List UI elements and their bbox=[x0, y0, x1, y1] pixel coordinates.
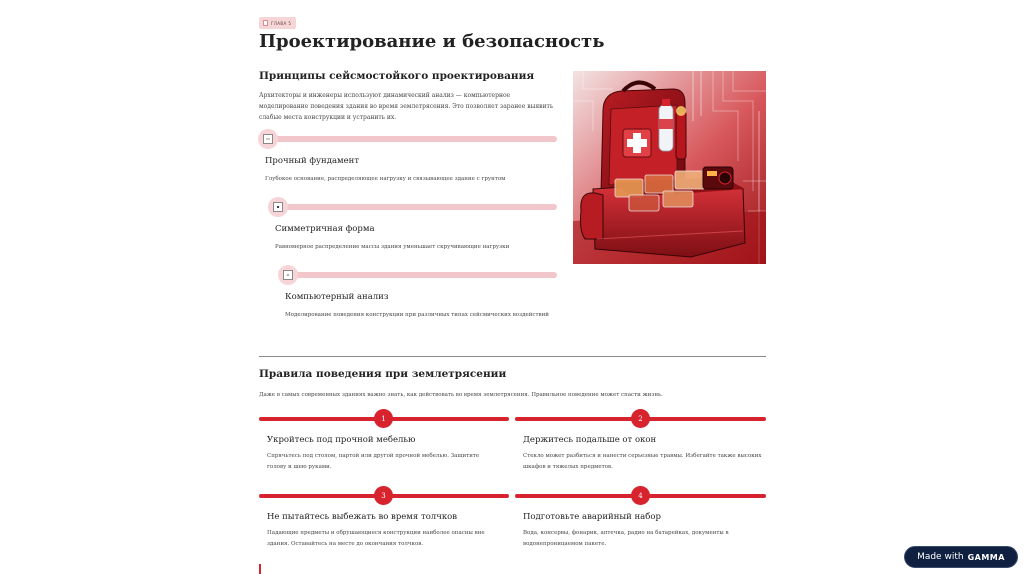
step-text-foundation: Глубокое основание, распределяющее нагрузку и связывающее здание с грунтом bbox=[265, 176, 506, 182]
step-bar-foundation bbox=[266, 136, 557, 142]
rule-number-3: 3 bbox=[374, 486, 393, 505]
rule-text-2: Стекло может разбиться и нанести серьезные травмы. Избегайте также высоких шкафов и тяжелых предметов. bbox=[523, 453, 762, 470]
step-bar-computer bbox=[286, 272, 557, 278]
made-with-gamma-badge[interactable] bbox=[904, 546, 1018, 568]
rule-title-3: Не пытайтесь выбежать во время толчков bbox=[267, 512, 458, 522]
computer-icon: ▫ bbox=[278, 265, 298, 285]
emergency-kit-image bbox=[573, 71, 766, 264]
rule-number-1: 1 bbox=[374, 409, 393, 428]
rules-title: Правила поведения при землетрясении bbox=[259, 368, 507, 380]
rule-text-1: Спрячьтесь под столом, партой или другой прочной мебелью. Защитите голову и шею руками. bbox=[267, 453, 480, 470]
principles-intro: Архитекторы и инженеры используют динамический анализ — компьютерное моделирование поведения здания во время землетрясения. Это позволяет заранее выявить слабые места конструкции и устранить их. bbox=[259, 92, 554, 121]
rule-title-4: Подготовьте аварийный набор bbox=[523, 512, 661, 522]
page-title: Проектирование и безопасность bbox=[259, 31, 605, 52]
chapter-badge-label: ГЛАВА 5 bbox=[271, 20, 292, 26]
principles-title: Принципы сейсмостойкого проектирования bbox=[259, 70, 535, 82]
step-title-computer: Компьютерный анализ bbox=[285, 292, 389, 302]
rule-number-4: 4 bbox=[631, 486, 650, 505]
foundation-icon: ▭ bbox=[258, 129, 278, 149]
rule-number-2: 2 bbox=[631, 409, 650, 428]
chapter-icon bbox=[263, 20, 268, 26]
rule-text-3: Падающие предметы и обрушающиеся конструкции наиболее опасны вне здания. Оставайтесь на месте до окончания толчков. bbox=[267, 530, 485, 547]
step-title-symmetry: Симметричная форма bbox=[275, 224, 375, 234]
gamma-logo: GAMMA bbox=[967, 552, 1005, 562]
chapter-badge bbox=[259, 17, 296, 29]
rule-text-4: Вода, консервы, фонарик, аптечка, радио на батарейках, документы в водонепроницаемом пакете. bbox=[523, 530, 729, 547]
section-divider bbox=[259, 356, 766, 357]
symmetry-icon: ▪ bbox=[268, 197, 288, 217]
made-with-label: Made with bbox=[917, 552, 964, 562]
next-section-marker bbox=[259, 564, 261, 574]
step-text-computer: Моделирование поведения конструкции при различных типах сейсмических воздействий bbox=[285, 312, 549, 318]
step-bar-symmetry bbox=[276, 204, 557, 210]
step-title-foundation: Прочный фундамент bbox=[265, 156, 360, 166]
step-text-symmetry: Равномерное распределение массы здания уменьшает скручивающие нагрузки bbox=[275, 244, 510, 250]
rule-title-2: Держитесь подальше от окон bbox=[523, 435, 657, 445]
rule-title-1: Укройтесь под прочной мебелью bbox=[267, 435, 416, 445]
rules-intro: Даже в самых современных зданиях важно знать, как действовать во время землетрясения. Правильное поведение может спасти жизнь. bbox=[259, 392, 663, 398]
